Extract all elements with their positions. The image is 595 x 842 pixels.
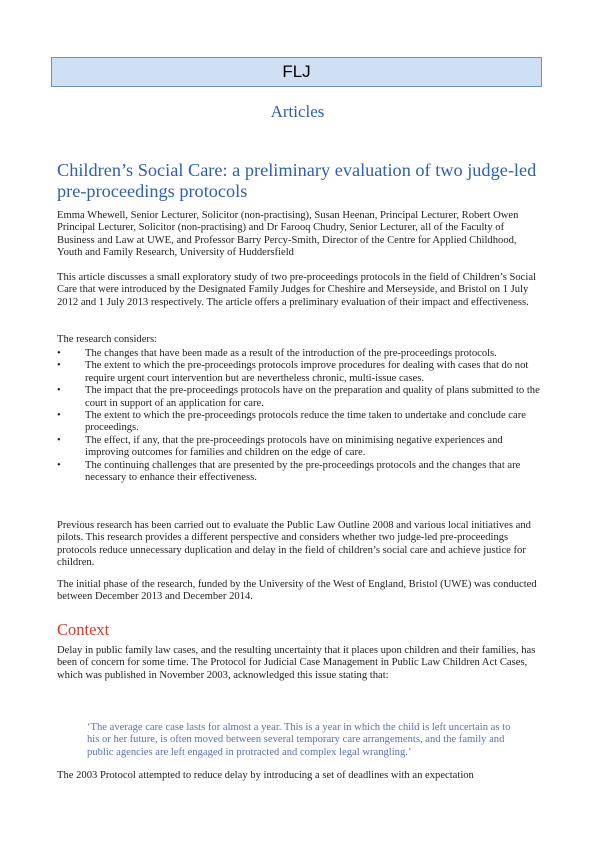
bullet-text: The extent to which the pre-proceedings protocols reduce the time taken to undertake and conclude care proceedings. <box>85 410 526 434</box>
bullet-item <box>57 435 547 460</box>
bullet-text: The impact that the pre-proceedings protocols have on the preparation and quality of plans submitted to the court in support of an application for care. <box>85 385 540 409</box>
block-quote: ‘The average care case lasts for almost a year. This is a year in which the child is left uncertain as to his or her future, is often moved between several temporary care arrangements, and the family and public agencies are left engaged in protracted and complex legal wrangling.’ <box>87 722 511 758</box>
article-title: Children’s Social Care: a preliminary evaluation of two judge-led pre-proceedings protocols <box>57 160 537 201</box>
section-heading: Articles <box>270 102 325 121</box>
bullet-item <box>57 460 547 485</box>
previous-research-paragraph: Previous research has been carried out to evaluate the Public Law Outline 2008 and various local initiatives and pilots. This research provides a different perspective and considers whether two judge-led pre-proceedings protocols reduce unnecessary duplication and delay in the field of children’s social care and achieve justice for children. <box>57 520 531 569</box>
authors-paragraph: Emma Whewell, Senior Lecturer, Solicitor (non-practising), Susan Heenan, Principal Lecturer, Robert Owen Principal Lecturer, Solicitor (non-practising) and Dr Farooq Chudry, Senior Lecturer, all of the Faculty of Business and Law at UWE, and Professor Barry Percy-Smith, Director of the Centre for Applied Childhood, Youth and Family Research, University of Huddersfield <box>57 210 519 259</box>
bullet-item <box>57 410 547 435</box>
research-bullet-list <box>57 348 547 484</box>
context-paragraph: Delay in public family law cases, and the resulting uncertainty that it places upon children and their families, has been of concern for some time. The Protocol for Judicial Case Management in Public Law Children Act Cases, which was published in November 2003, acknowledged this issue stating that: <box>57 645 536 681</box>
bullet-mark: • <box>57 459 61 471</box>
journal-banner: FLJ <box>51 57 542 87</box>
bullet-item <box>57 385 547 410</box>
bullet-mark: • <box>57 410 61 422</box>
bullet-mark: • <box>57 434 61 446</box>
initial-phase-paragraph: The initial phase of the research, funded by the University of the West of England, Bristol (UWE) was conducted between December 2013 and December 2014. <box>57 579 537 603</box>
bullet-item <box>57 348 547 360</box>
context-heading: Context <box>57 620 110 639</box>
intro-paragraph: This article discusses a small exploratory study of two pre-proceedings protocols in the field of Children’s Social Care that were introduced by the Designated Family Judges for Cheshire and Merseyside, and Bristol on 1 July 2012 and 1 July 2013 respectively. The article offers a preliminary evaluation of their impact and effectiveness. <box>57 272 536 308</box>
bullet-mark: • <box>57 385 61 397</box>
bullet-text: The effect, if any, that the pre-proceedings protocols have on minimising negative experiences and improving outcomes for families and children on the edge of care. <box>85 434 503 459</box>
bullet-mark: • <box>57 360 61 372</box>
bullet-item <box>57 360 547 385</box>
closing-paragraph: The 2003 Protocol attempted to reduce delay by introducing a set of deadlines with an expectation <box>57 770 474 781</box>
considers-lead: The research considers: <box>57 334 158 345</box>
bullet-text: The continuing challenges that are presented by the pre-proceedings protocols and the changes that are necessary to enhance their effectiveness. <box>85 459 521 484</box>
bullet-text: The changes that have been made as a result of the introduction of the pre-proceedings protocols. <box>85 348 497 359</box>
bullet-text: The extent to which the pre-proceedings protocols improve procedures for dealing with cases that do not require urgent court intervention but are nevertheless chronic, multi-issue cases. <box>85 360 529 384</box>
bullet-mark: • <box>57 348 61 359</box>
